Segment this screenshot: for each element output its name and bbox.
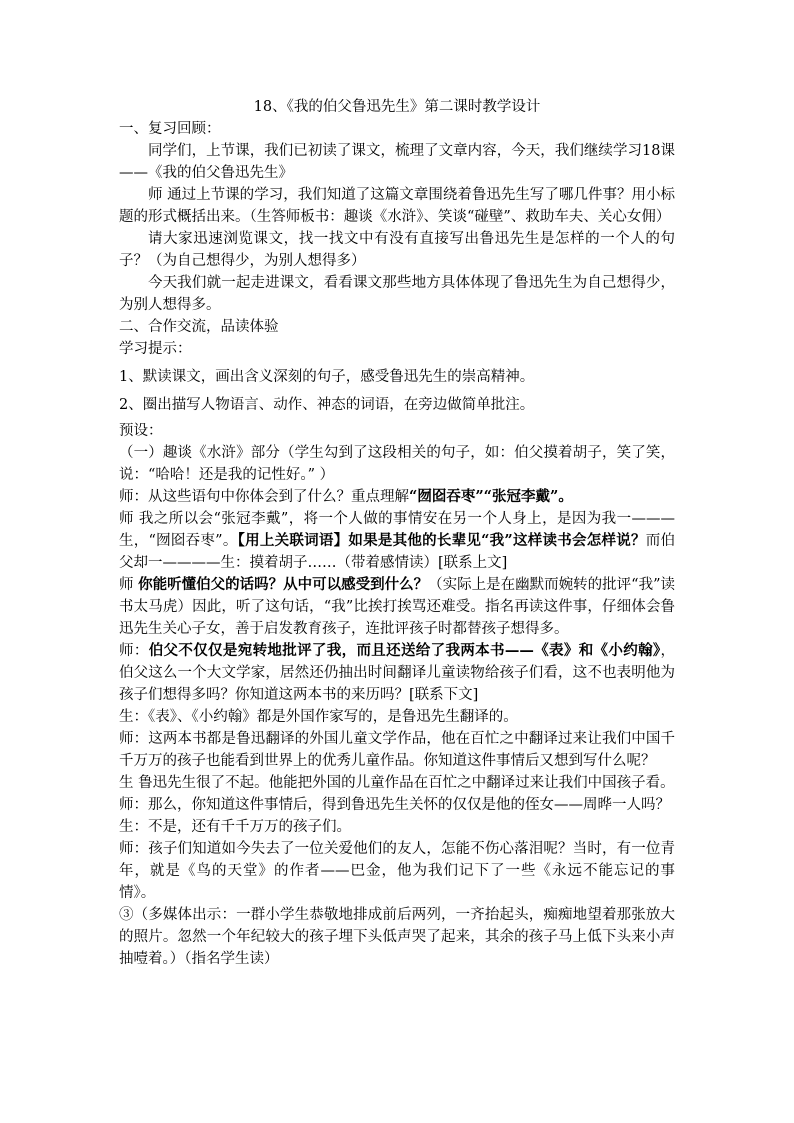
paragraph-teacher-q1 bbox=[119, 486, 675, 508]
paragraph-teacher-q6: 师：那么，你知道这件事情后，得到鲁迅先生关怀的仅仅是他的侄女——周晔一人吗？ bbox=[119, 797, 670, 813]
teacher-q4-prefix: 师： bbox=[119, 643, 149, 659]
teacher-q1-text: 师：从这些语句中你体会到了什么？重点理解 bbox=[119, 489, 409, 505]
teacher-q2-bold: 【用上关联词语】如果是其他的长辈见“我”这样读书会怎样说？ bbox=[237, 532, 646, 549]
document-title: 18、《我的伯父鲁迅先生》第二课时教学设计 bbox=[253, 99, 541, 115]
paragraph-browse: 请大家迅速浏览课文，找一找文中有没有直接写出鲁迅先生是怎样的一个人的句子？（为自己想得少，为别人想得多） bbox=[119, 231, 675, 269]
document-page bbox=[119, 96, 675, 970]
teacher-q1-bold: “囫囵吞枣”“张冠李戴”。 bbox=[409, 488, 573, 505]
paragraph-recap: 师 通过上节课的学习，我们知道了这篇文章围绕着鲁迅先生写了哪几件事？用小标题的形式概括出来。（生答师板书：趣谈《水浒》、笑谈“碰壁”、救助车夫、关心女佣） bbox=[119, 187, 675, 225]
paragraph-part-1: （一）趣谈《水浒》部分（学生勾到了这段相关的句子，如：伯父摸着胡子，笑了笑，说：“哈哈！还是我的记性好。” ） bbox=[119, 445, 675, 483]
paragraph-teacher-q3 bbox=[119, 574, 675, 640]
paragraph-teacher-q5: 师：这两本书都是鲁迅翻译的外国儿童文学作品，他在百忙之中翻译过来让我们中国千千万万的孩子也能看到世界上的优秀儿童作品。你知道这件事情后又想到写什么呢？ bbox=[119, 731, 675, 769]
teacher-q4-bold: 伯父不仅仅是宛转地批评了我，而且还送给了我两本书——《表》和《小约翰》 bbox=[148, 642, 661, 659]
paragraph-multimedia: ③（多媒体出示：一群小学生恭敬地排成前后两列，一齐抬起头，痴痴地望着那张放大的照片。忽然一个年纪较大的孩子埋下头低声哭了起来，其余的孩子马上低下头来小声抽噎着。）（指名学生读） bbox=[119, 907, 675, 967]
teacher-q3-tail: （实际上是在幽默而婉转的批评“我”读书太马虎）因此，听了这句话，“我”比挨打挨骂还难受。指名再读这件事，仔细体会鲁迅先生关心子女，善于启发教育孩子，连批评孩子时都替孩子想得多。 bbox=[119, 577, 676, 637]
paragraph-intro: 同学们，上节课，我们已初读了课文，梳理了文章内容，今天，我们继续学习18课——《我的伯父鲁迅先生》 bbox=[119, 143, 675, 181]
paragraph-student-a4: 生：《表》、《小约翰》都是外国作家写的，是鲁迅先生翻译的。 bbox=[119, 709, 518, 725]
paragraph-teacher-q7: 师：孩子们知道如今失去了一位关爱他们的友人，怎能不伤心落泪呢？当时，有一位青年，就是《鸟的天堂》的作者——巴金，他为我们记下了一些《永远不能忘记的事情》。 bbox=[119, 841, 675, 901]
teacher-q2-text: 师 我之所以会“张冠李戴”，将一个人做的事情安在另一个人身上，是因为我一———生，“囫囵吞枣”。 bbox=[119, 511, 675, 549]
teacher-q3-bold: 你能听懂伯父的话吗？从中可以感受到什么？ bbox=[138, 576, 429, 593]
teacher-q2-tail: 而伯父却一————生：摸着胡子……（带着感情读）[联系上文] bbox=[119, 533, 675, 571]
paragraph-student-a6: 生：不是，还有千千万万的孩子们。 bbox=[119, 819, 351, 835]
paragraph-teacher-q4 bbox=[119, 640, 675, 706]
study-tip-1: 1、默读课文，画出含义深刻的句子，感受鲁迅先生的崇高精神。 bbox=[119, 369, 535, 385]
study-tips-label: 学习提示： bbox=[119, 341, 192, 357]
paragraph-today: 今天我们就一起走进课文，看看课文那些地方具体体现了鲁迅先生为自己想得少，为别人想得多。 bbox=[119, 275, 675, 313]
teacher-q3-prefix: 师 bbox=[119, 577, 139, 593]
preset-label: 预设： bbox=[119, 423, 163, 439]
study-tip-2: 2、圈出描写人物语言、动作、神态的词语，在旁边做简单批注。 bbox=[119, 397, 535, 413]
teacher-q4-tail: ，伯父这么一个大文学家，居然还仍抽出时间翻译儿童读物给孩子们看，这不也表明他为孩子们想得多吗？你知道这两本书的来历吗？[联系下文] bbox=[119, 643, 676, 703]
section-heading-cooperate: 二、合作交流，品读体验 bbox=[119, 319, 279, 335]
paragraph-student-a5: 生 鲁迅先生很了不起。他能把外国的儿童作品在百忙之中翻译过来让我们中国孩子看。 bbox=[119, 775, 675, 791]
section-heading-review: 一、复习回顾： bbox=[119, 121, 221, 137]
paragraph-teacher-q2 bbox=[119, 508, 675, 574]
